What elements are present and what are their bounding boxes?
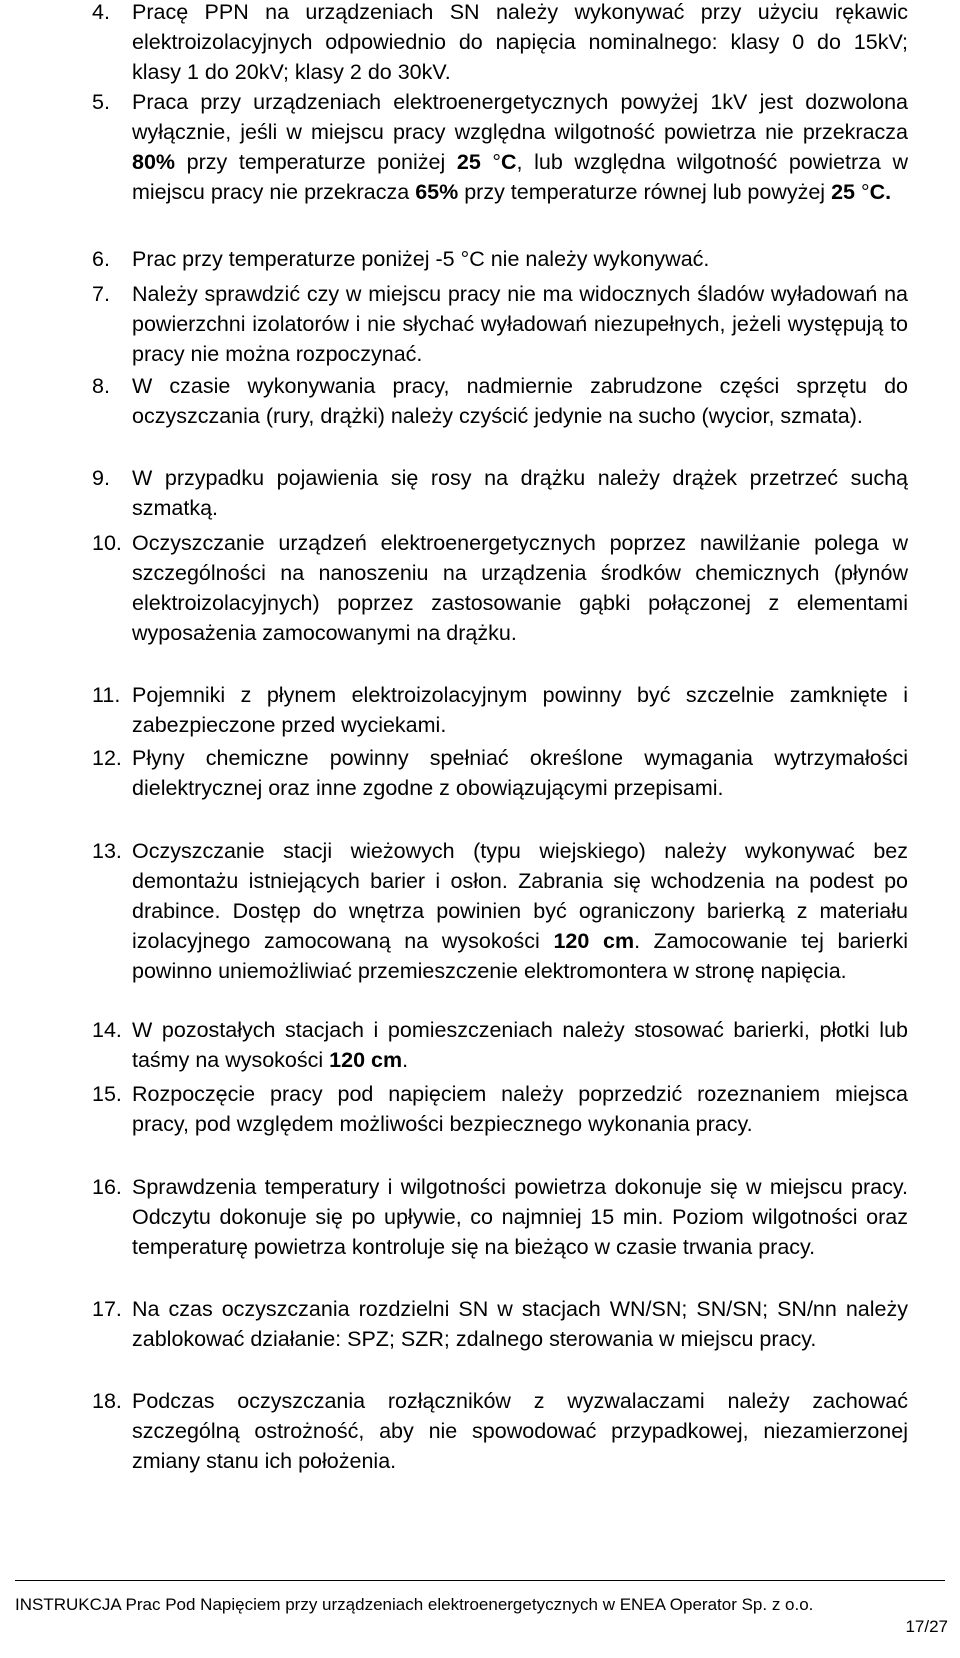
item-number: 16. (92, 1175, 122, 1199)
item-text: Oczyszczanie stacji wieżowych (typu wiejskiego) należy wykonywać bez demontażu istniejących barier i osłon. Zabrania się wchodzenia na podest po drabince. Dostęp do wnętrza powinien być ograniczony barierką z materiału izolacyjnego zamocowaną na wysokości 120 cm. Zamocowanie tej barierki powinno uniemożliwiać przemieszczenie elektromontera w stronę napięcia. (132, 839, 909, 983)
item-text: Pracę PPN na urządzeniach SN należy wykonywać przy użyciu rękawic elektroizolacyjnych odpowiednio do napięcia nominalnego: klasy 0 do 15kV; klasy 1 do 20kV; klasy 2 do 30kV. (132, 0, 908, 84)
item-number: 7. (92, 282, 110, 306)
item-number: 17. (92, 1297, 122, 1321)
item-number: 14. (92, 1018, 122, 1042)
item-number: 11. (92, 683, 121, 707)
item-number: 13. (92, 839, 122, 863)
item-text: Podczas oczyszczania rozłączników z wyzwalaczami należy zachować szczególną ostrożność, aby nie spowodować przypadkowej, niezamierzonej zmiany stanu ich położenia. (132, 1389, 908, 1473)
item-text: W czasie wykonywania pracy, nadmiernie zabrudzone części sprzętu do oczyszczania (rury, drążki) należy czyścić jedynie na sucho (wycior, szmata). (132, 374, 908, 428)
item-number: 15. (92, 1082, 122, 1106)
footer-title: INSTRUKCJA Prac Pod Napięciem przy urządzeniach elektroenergetycznych w ENEA Operator Sp. z o.o. (15, 1595, 814, 1614)
page-footer (15, 1580, 945, 1614)
item-text: W pozostałych stacjach i pomieszczeniach należy stosować barierki, płotki lub taśmy na wysokości 120 cm. (132, 1018, 908, 1072)
item-number: 4. (92, 0, 110, 24)
item-text: Prac przy temperaturze poniżej -5 °C nie należy wykonywać. (132, 247, 710, 271)
item-text: Oczyszczanie urządzeń elektroenergetycznych poprzez nawilżanie polega w szczególności na nanoszeniu na urządzenia środków chemicznych (płynów elektroizolacyjnych) poprzez zastosowanie gąbki połączonej z elementami wyposażenia zamocowanymi na drążku. (132, 531, 908, 645)
item-text: Praca przy urządzeniach elektroenergetycznych powyżej 1kV jest dozwolona wyłącznie, jeśli w miejscu pracy względna wilgotność powietrza nie przekracza 80% przy temperaturze poniżej 25 °C, lub względna wilgotność powietrza w miejscu pracy nie przekracza 65% przy temperaturze równej lub powyżej 25 °C. (132, 90, 908, 204)
item-number: 5. (92, 90, 110, 114)
item-text: W przypadku pojawienia się rosy na drążku należy drążek przetrzeć suchą szmatką. (132, 466, 908, 520)
item-number: 8. (92, 374, 110, 398)
item-number: 6. (92, 247, 110, 271)
item-number: 10. (92, 531, 122, 555)
item-text: Na czas oczyszczania rozdzielni SN w stacjach WN/SN; SN/SN; SN/nn należy zablokować działanie: SPZ; SZR; zdalnego sterowania w miejscu pracy. (132, 1297, 908, 1351)
item-number: 12. (92, 746, 122, 770)
item-text: Rozpoczęcie pracy pod napięciem należy poprzedzić rozeznaniem miejsca pracy, pod względem możliwości bezpiecznego wykonania pracy. (132, 1082, 908, 1136)
item-text: Pojemniki z płynem elektroizolacyjnym powinny być szczelnie zamknięte i zabezpieczone przed wyciekami. (132, 683, 908, 737)
item-number: 18. (92, 1389, 122, 1413)
page-number: 17/27 (905, 1617, 948, 1636)
item-text: Należy sprawdzić czy w miejscu pracy nie ma widocznych śladów wyładowań na powierzchni izolatorów i nie słychać wyładowań niezupełnych, jeżeli występują to pracy nie można rozpoczynać. (132, 282, 908, 366)
item-text: Płyny chemiczne powinny spełniać określone wymagania wytrzymałości dielektrycznej oraz inne zgodne z obowiązującymi przepisami. (132, 746, 908, 800)
item-number: 9. (92, 466, 110, 490)
item-text: Sprawdzenia temperatury i wilgotności powietrza dokonuje się w miejscu pracy. Odczytu dokonuje się po upływie, co najmniej 15 min. Poziom wilgotności oraz temperaturę powietrza kontroluje się na bieżąco w czasie trwania pracy. (132, 1175, 908, 1259)
